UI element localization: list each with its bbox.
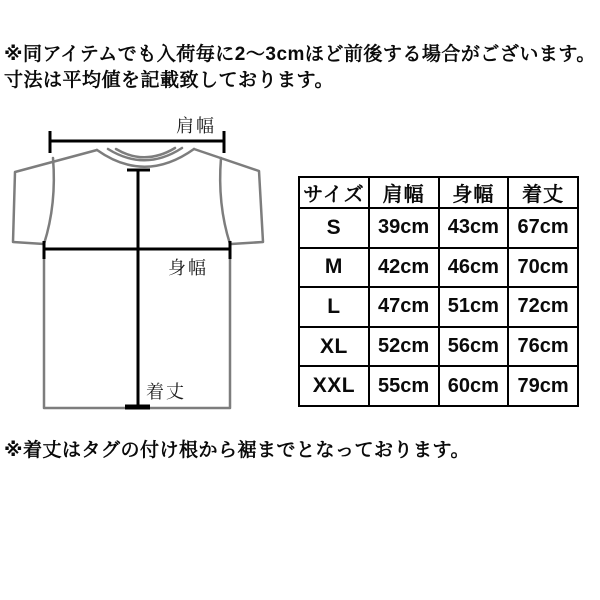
col-header-size: サイズ: [299, 177, 369, 208]
size-table-body: [299, 208, 578, 406]
table-row-xl: [299, 327, 578, 367]
size-table: [298, 176, 579, 407]
col-header-length: 着丈: [508, 177, 578, 208]
garment-length-label: 着丈: [146, 382, 186, 402]
size-cell: M: [299, 248, 369, 288]
notice-line-2: 寸法は平均値を記載致しております。: [4, 70, 334, 91]
tshirt-measurement-diagram: [0, 0, 300, 430]
length-measurement-note: ※着丈はタグの付け根から裾までとなっております。: [4, 440, 470, 461]
table-row-m: [299, 248, 578, 288]
shoulder-cell: 55cm: [369, 366, 439, 406]
chest-cell: 60cm: [439, 366, 509, 406]
table-row-s: [299, 208, 578, 248]
body-width-label: 身幅: [168, 258, 208, 278]
length-cell: 79cm: [508, 366, 578, 406]
chest-cell: 46cm: [439, 248, 509, 288]
shoulder-cell: 39cm: [369, 208, 439, 248]
size-cell: XL: [299, 327, 369, 367]
tshirt-diagram-canvas: [0, 0, 300, 430]
shoulder-cell: 47cm: [369, 287, 439, 327]
chest-cell: 43cm: [439, 208, 509, 248]
chest-cell: 56cm: [439, 327, 509, 367]
length-cell: 76cm: [508, 327, 578, 367]
shoulder-width-label: 肩幅: [176, 116, 216, 136]
header-row: [299, 177, 578, 208]
length-measure-line: [125, 170, 150, 407]
size-cell: S: [299, 208, 369, 248]
notice-line-1: ※同アイテムでも入荷毎に2〜3cmほど前後する場合がございます。: [4, 44, 596, 65]
size-cell: L: [299, 287, 369, 327]
chest-cell: 51cm: [439, 287, 509, 327]
size-table-header: [299, 177, 578, 208]
size-cell: XXL: [299, 366, 369, 406]
col-header-chest: 身幅: [439, 177, 509, 208]
shoulder-cell: 42cm: [369, 248, 439, 288]
shoulder-cell: 52cm: [369, 327, 439, 367]
col-header-shoulder: 肩幅: [369, 177, 439, 208]
table-row-xxl: [299, 366, 578, 406]
length-cell: 70cm: [508, 248, 578, 288]
length-cell: 72cm: [508, 287, 578, 327]
length-cell: 67cm: [508, 208, 578, 248]
table-row-l: [299, 287, 578, 327]
